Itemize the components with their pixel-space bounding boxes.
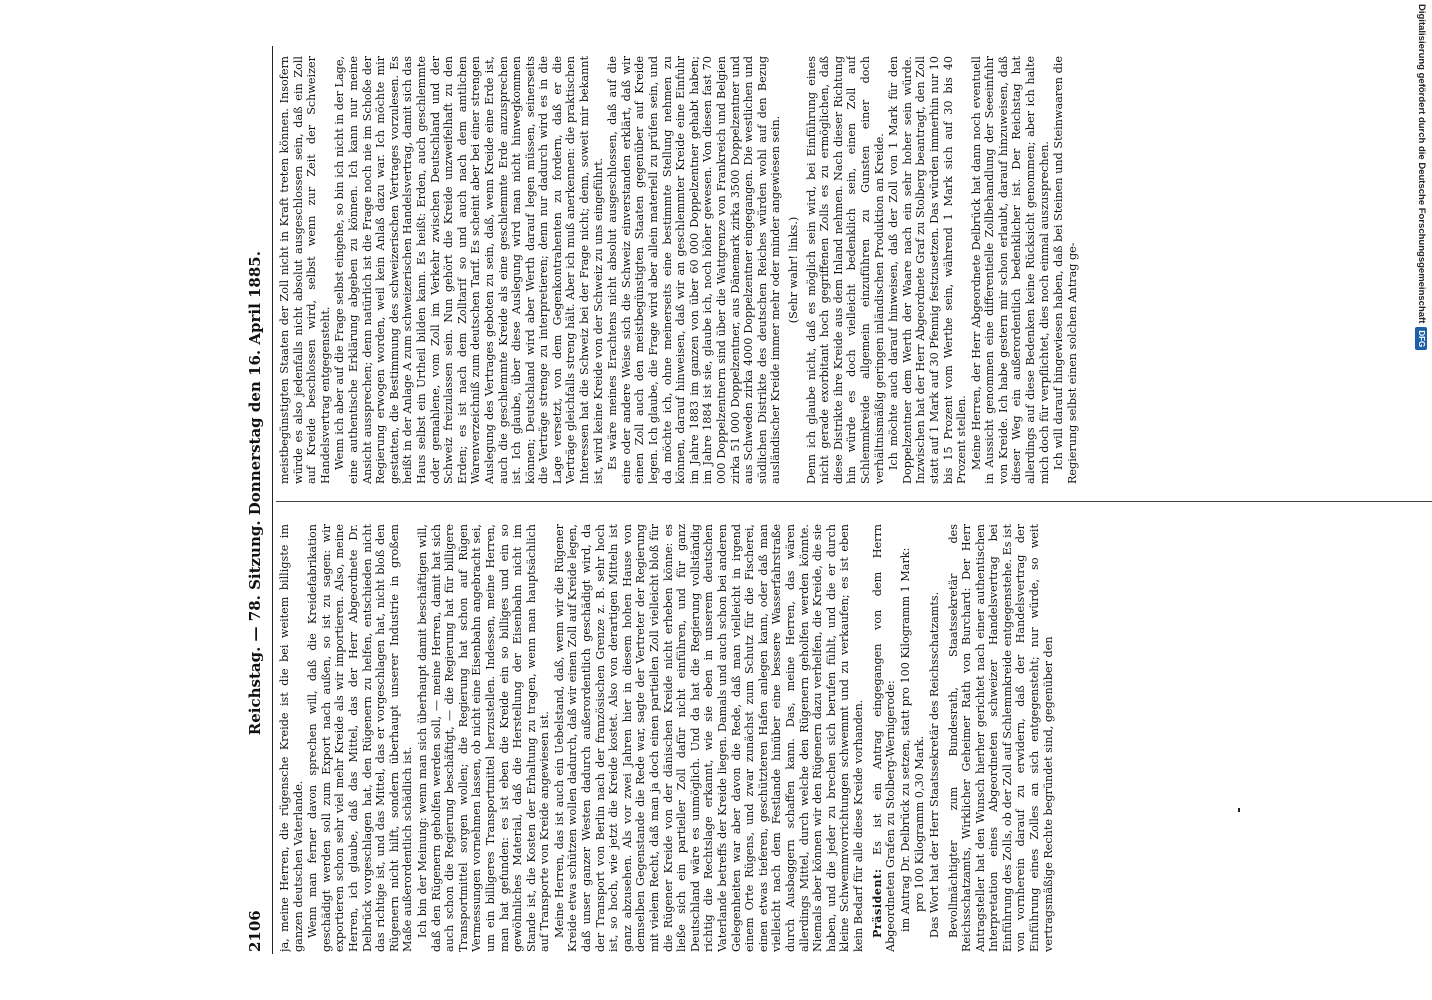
page-title: Reichstag. — 78. Sitzung. Donnerstag den 16. April 1885. [246,251,264,736]
credit-line [1413,4,1429,996]
motion-text: im Antrag Dr. Delbrück zu setzen, statt pro 100 Kilogramm 1 Mark: [898,547,912,932]
paragraph: Wenn man ferner davon sprechen will, daß die Kreidefabrikation geschädigt werden soll zum Export nach außen, so ist zu sagen: wir exportieren schon sehr viel mehr Kreide als wir importieren. Also, meine Herren, ich glaube, daß das Mittel, das der Herr Abgeordnete Dr. Delbrück vorgeschlagen hat, den Rügenern zu helfen, entschieden nicht das richtige ist, und das Mittel, das er vorgeschlagen hat, nicht bloß den Rügenern nicht hilft, sondern überhaupt unserer Industrie in großem Maße außerordentlich schädlich ist. [306,524,415,952]
paragraph: ja, meine Herren, die rügensche Kreide ist die bei weitem billigste im ganzen deutschen Vaterlande. [278,524,305,952]
page-header [246,46,268,952]
scan-speck [1238,808,1240,812]
paragraph: Bevollmächtigter zum Bundesrath, Staatssekretär des Reichsschatzamts, Wirklicher Geheimer Rath von Burchard: Der Herr Antragsteller hat den Wunsch hierher gerichtet nach einer authentischen Interpretation eines Abgeordneten schweizer Handelsvertrag bei Einführung des Zolls, ob der Zoll auf Schlemmkreide entgegenstehe. Es ist von vornherein darauf zu erwidern, daß der Handelsvertrag der Einführung eines Zolles an sich entgegensteht; nur würde, so weit vertragsmäßige Rechte begründet sind, gegenüber den [946,524,1055,952]
paragraph: Ich bin der Meinung: wenn man sich überhaupt damit beschäftigen will, daß den Rügenern geholfen werden soll, — meine Herren, damit hat sich auch schon die Regierung beschäftigt, — die Regierung hat für billigere Transportmittel sorgen wollen; die Regierung hat schon auf Rügen Vermessungen vornehmen lassen, ob nicht eine Eisenbahn angebracht sei, um ein billigeres Transportmittel herzustellen. Indessen, meine Herren, man hat gefunden: es ist eben die Kreide ein so billiges und ein so gewöhnliches Material, daß die Herstellung der Eisenbahn nicht im Stande ist, die Kosten der Erhaltung zu tragen, wenn man hauptsächlich auf Transporte von Kreide angewiesen ist. [415,524,552,952]
paragraph: Es wäre meines Erachtens nicht absolut ausgeschlossen, daß auf die eine oder andere Weise sich die Schweiz einverstanden erklärt, daß wir einen Zoll auch den meistbegünstigten Staaten gegenüber auf Kreide legen. Ich glaube, die Frage wird aber allein materiell zu prüfen sein, und da möchte ich, ohne meinerseits eine bestimmte Stellung nehmen zu können, darauf hinweisen, daß wir an geschlemmter Kreide eine Einfuhr im Jahre 1883 im ganzen von über 60 000 Doppelzentner gehabt haben; im Jahre 1884 ist sie, glaube ich, noch höher gewesen. Von diesen fast 70 000 Doppelzentnern sind über die Wattgrenze von Frankreich und Belgien zirka 51 000 Doppelzentner, aus Dänemark zirka 3500 Doppelzentner und aus Schweden zirka 4000 Doppelzentner eingegangen. Die westlichen und südlichen Distrikte des deutschen Reiches würden wohl auf den Bezug ausländischer Kreide immer mehr oder minder angewiesen sein. [606,56,783,484]
header-rule [272,46,273,954]
paragraph: Das Wort hat der Herr Staatssekretär des Reichsschatzamts. [927,591,941,938]
paragraph: Ich möchte auch darauf hinweisen, daß der Zoll von 1 Mark für den Doppelzentner dem Werth der Waare nach ein sehr hoher sein würde. Inzwischen hat der Herr Abgeordnete Graf zu Stolberg beantragt, den Zoll statt auf 1 Mark auf 30 Pfennig festzusetzen. Das würden immerhin nur 10 bis 15 Prozent vom Werthe sein, während 1 Mark sich auf 30 bis 40 Prozent stellen. [887,56,969,484]
paragraph: Ich will darauf hingewiesen haben, daß bei Steinen und Steinwaaren die Regierung selbst einen solchen Antrag ge- [1052,56,1079,484]
president-paragraph [871,524,898,952]
credit-text: Digitalisierung gefördert durch die Deutsche Forschungsgemeinschaft [1416,4,1427,324]
column-divider [276,501,1432,502]
paragraph: meistbegünstigten Staaten der Zoll nicht in Kraft treten können. Insofern würde es also jedenfalls nicht absolut ausgeschlossen sein, daß ein Zoll auf Kreide beschlossen wird, selbst wenn zur Zeit der Schweizer Handelsvertrag entgegensteht. [278,56,332,484]
motion-amount: pro 100 Kilogramm 0,30 Mark. [913,735,927,912]
interjection: (Sehr wahr! links.) [786,216,800,324]
paragraph-text: Es ist ein Antrag eingegangen von dem Herrn Abgeordneten Grafen zu Stolberg-Wernigerode: [870,524,898,952]
credit-strip [1413,4,1429,996]
left-column [278,524,1432,952]
paragraph: Meine Herren, der Herr Abgeordnete Delbrück hat dann noch eventuell in Aussicht genommen eine differentielle Zollbehandlung der Seeeinfuhr von Kreide. Ich habe gestern mir schon erlaubt, darauf hinzuweisen, daß dieser Weg ein außerordentlich bedenklicher ist. Der Reichstag hat allerdings auf diese Bedenken keine Rücksicht genommen; aber ich halte mich doch für verpflichtet, dies noch einmal auszusprechen. [969,56,1051,484]
paragraph: Denn ich glaube nicht, daß es möglich sein wird, bei Einführung eines nicht gerade exorbitant hoch gegriffenen Zolls es zu ermöglichen, daß diese Distrikte ihre Kreide aus dem Inland nehmen. Nach dieser Richtung hin würde es doch vielleicht bedenklich sein, einen Zoll auf Schlemmkreide allgemein einzuführen zu Gunsten einer doch verhältnismäßig geringen inländischen Produktion an Kreide. [804,56,886,484]
paragraph: Wenn ich aber auf die Frage selbst eingehe, so bin ich nicht in der Lage, eine authentische Erklärung abgeben zu können. Ich kann nur meine Ansicht aussprechen; denn natürlich ist die Frage noch nie im Schoße der Regierung erwogen worden, weil kein Anlaß dazu war. Ich möchte mir gestatten, die Bestimmung des schweizerischen Vertrages vorzulesen. Es heißt in der Anlage A zum schweizerischen Handelsvertrag, damit sich das Haus selbst ein Urtheil bilden kann. Es heißt: Erden, auch geschlemmte oder gemahlene, vom Zoll im Verkehr zwischen Deutschland und der Schweiz freizulassen sein. Nun gehört die Kreide unzweifelhaft zu den Erden; es ist nach dem Zolltarif so und auch nach dem amtlichen Warenverzeichniß zum deutschen Tarif. Es scheint aber bei einer strengen Auslegung des Vertrages geboten zu sein, daß, wenn Kreide eine Erde ist, auch die geschlemmte Kreide als eine geschlemmte Erde anzusprechen ist. Ich glaube, über diese Auslegung wird man nicht hinwegkommen können; Deutschland wird aber Werth darauf legen müssen, seinerseits die Verträge strenge zu interpretieren; denn nur dadurch wird es in die Lage versetzt, von dem Gegenkontrahenten zu fordern, daß er die Verträge gleichfalls streng hält. Aber ich muß anerkennen: die praktischen Interessen hat die Schweiz bei der Frage nicht; denn, soweit mir bekannt ist, wird keine Kreide von der Schweiz zu uns eingeführt. [333,56,605,484]
dfg-logo: DFG [1415,327,1427,350]
page-number: 2106 [246,910,264,952]
speaker-label: Präsident: [869,868,884,938]
paragraph: Meine Herren, das ist auch ein Uebelstand, daß, wenn wir die Rügener Kreide etwa schützen wollen dadurch, daß wir einen Zoll auf Kreide legen, daß unser ganzer Westen dadurch außerordentlich geschädigt wird, da der Transport von Berlin nach der französischen Grenze z. B. sehr hoch ist, so hoch, wie jetzt die Kreide kostet. Also von derartigen Mitteln ist ganz abzusehen. Als vor zwei Jahren hier in diesem hohen Hause von demselben Gegenstande die Rede war, sagte der Vertreter der Regierung mit vielem Recht, daß man ja doch einen partiellen Zoll vielleicht bloß für die Rügener Kreide von der dänischen Kreide nicht erheben könne: es ließe sich ein partieller Zoll dafür nicht einführen, und für ganz Deutschland wäre es unmöglich. Und da hat die Regierung vollständig richtig die Rechtslage erkannt, wie sie eben in unserem deutschen Vaterlande betreffs der Kreide liegen. Damals und auch schon bei anderen Gelegenheiten war aber davon die Rede, daß man vielleicht in irgend einem Orte Rügens, und zwar zunächst zum Schutz für die Fischerei, einen etwas tieferen, geschützteren Hafen anlegen kann, oder daß man vielleicht nach dem Festlande hinüber eine bessere Wasserfahrstraße durch Ausbaggern schaffen kann. Das, meine Herren, das wären allerdings Mittel, durch welche den Rügenern geholfen werden könnte. Niemals aber können wir den Rügenern dazu verhelfen, die Kreide, die sie haben, und die jeder zu brechen sich berufen fühlt, und die er durch kleine Schwemmvorrichtungen schwemmt und zu verkaufen; es ist eben kein Bedarf für alle diese Kreide vorhanden. [552,524,865,952]
newspaper-page [236,20,1432,980]
right-column [278,56,1432,484]
